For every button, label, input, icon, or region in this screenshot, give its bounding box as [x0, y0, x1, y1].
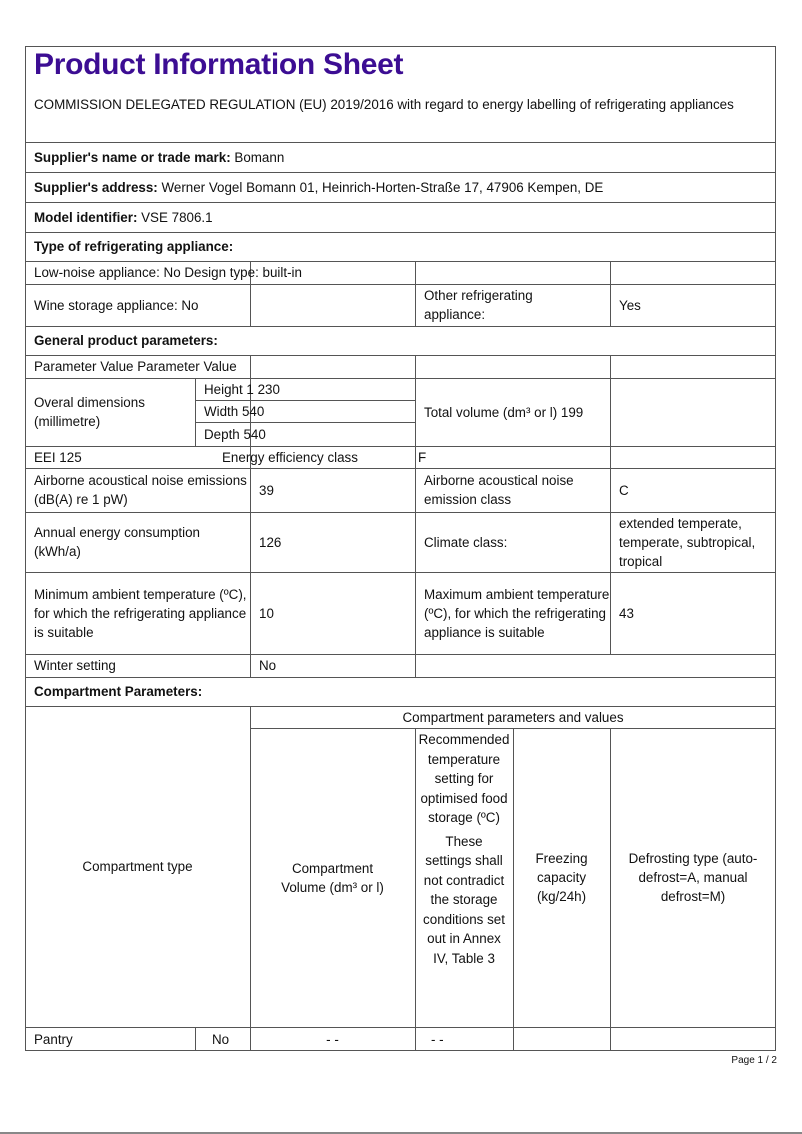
- climate-class-value: extended temperate, temperate, subtropical, tropical: [619, 515, 756, 569]
- temperature-header-note: These settings shall not contradict the storage conditions set out in Annex IV, Table 3: [423, 833, 505, 966]
- total-volume: Total volume (dm³ or l) 199: [424, 404, 584, 420]
- other-appliance-value: Yes: [619, 297, 641, 313]
- max-temp-label: Maximum ambient temperature (ºC), for which the refrigerating appliance is suitable: [424, 586, 610, 640]
- dimension-height: Height 1 230: [204, 381, 280, 397]
- compartment-parameters-heading: Compartment Parameters:: [34, 684, 203, 699]
- compartment-type-header: Compartment type: [82, 859, 193, 874]
- annual-consumption-label: Annual energy consumption (kWh/a): [34, 525, 201, 559]
- model-identifier-value: VSE 7806.1: [137, 209, 213, 225]
- energy-class-label: Energy efficiency class: [222, 449, 358, 465]
- dimension-depth: Depth 540: [204, 426, 266, 442]
- compartment-row-present: No: [212, 1031, 230, 1047]
- wine-storage-appliance: Wine storage appliance: No: [34, 297, 199, 313]
- temperature-header: [415, 730, 513, 1027]
- appliance-type-heading: Type of refrigerating appliance:: [34, 239, 234, 254]
- energy-class-value: F: [418, 449, 427, 465]
- model-identifier-row: [25, 202, 776, 232]
- supplier-address-label: Supplier's address:: [34, 179, 158, 195]
- eei-value: EEI 125: [34, 449, 82, 465]
- compartment-row-type: Pantry: [34, 1031, 73, 1047]
- compartment-row-freezing: [513, 1027, 610, 1051]
- other-appliance-label: Other refrigerating appliance:: [424, 288, 533, 322]
- noise-emissions-label: Airborne acoustical noise emissions (dB(A) re 1 pW): [34, 473, 247, 507]
- min-temp-label: Minimum ambient temperature (ºC), for which the refrigerating appliance is suitable: [34, 586, 247, 640]
- noise-emissions-value: 39: [259, 482, 274, 498]
- low-noise-design-type: Low-noise appliance: No Design type: built-in: [34, 265, 302, 280]
- defrosting-type-header: Defrosting type (auto-defrost=A, manual defrost=M): [628, 851, 758, 904]
- winter-setting-label: Winter setting: [34, 658, 116, 673]
- parameter-value-header: Parameter Value Parameter Value: [34, 359, 237, 374]
- compartment-volume-header: Compartment Volume (dm³ or l): [281, 860, 384, 895]
- model-identifier-label: Model identifier:: [34, 209, 138, 225]
- supplier-name-row: [25, 142, 776, 172]
- compartment-row-volume: - -: [326, 1031, 339, 1047]
- supplier-name-label: Supplier's name or trade mark:: [34, 149, 231, 165]
- temperature-header-main: Recommended temperature setting for optimised food storage (ºC): [418, 732, 510, 825]
- min-temp-value: 10: [259, 605, 274, 621]
- supplier-address-value: Werner Vogel Bomann 01, Heinrich-Horten-Straße 17, 47906 Kempen, DE: [157, 179, 604, 195]
- winter-setting-value: No: [259, 658, 277, 673]
- max-temp-value: 43: [619, 605, 634, 621]
- climate-class-label: Climate class:: [424, 534, 508, 550]
- dimensions-label: Overal dimensions (millimetre): [34, 395, 145, 429]
- annual-consumption-value: 126: [259, 534, 282, 550]
- dimension-width: Width 540: [204, 403, 265, 419]
- supplier-name-value: Bomann: [230, 149, 285, 165]
- freezing-capacity-header: Freezing capacity (kg/24h): [535, 851, 588, 904]
- product-information-sheet: [25, 46, 776, 1051]
- page-title: Product Information Sheet: [34, 48, 404, 81]
- regulation-subtitle: COMMISSION DELEGATED REGULATION (EU) 2019/2016 with regard to energy labelling of refrigerating appliances: [34, 97, 734, 112]
- compartment-row-defrost: [610, 1027, 776, 1051]
- compartment-group-header: Compartment parameters and values: [402, 709, 624, 725]
- general-parameters-heading: General product parameters:: [34, 333, 218, 348]
- noise-class-value: C: [619, 482, 629, 498]
- noise-class-label: Airborne acoustical noise emission class: [424, 473, 574, 507]
- page-number: Page 1 / 2: [731, 1055, 777, 1066]
- compartment-row-temp: - -: [431, 1031, 444, 1047]
- supplier-address-row: [25, 172, 776, 202]
